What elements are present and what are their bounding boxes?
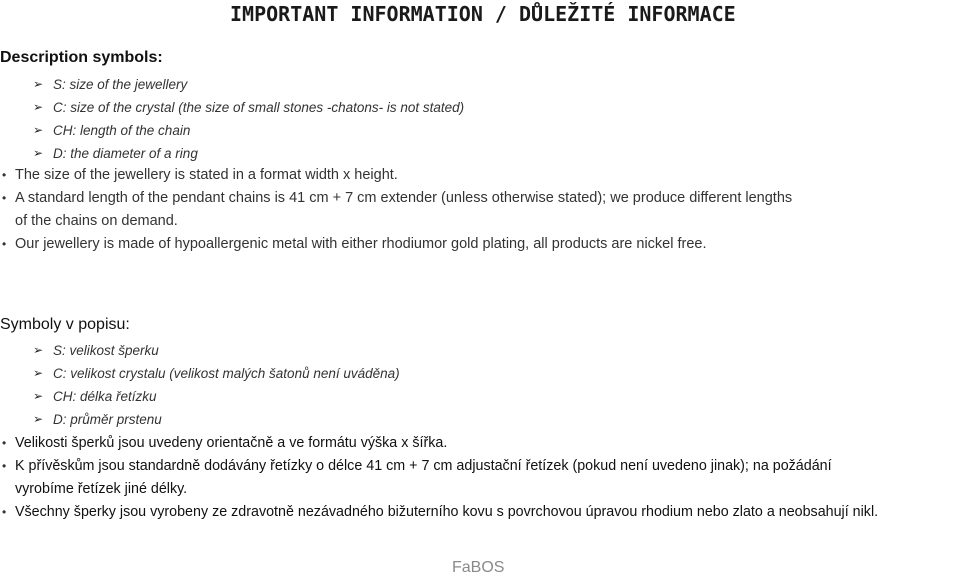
list-item — [0, 187, 960, 210]
list-item — [33, 119, 464, 142]
symbol-text: C: velikost crystalu (velikost malých šatonů není uváděna) — [53, 366, 400, 381]
symbol-list-english — [33, 73, 464, 165]
list-item — [33, 339, 400, 362]
symbol-text: D: průměr prstenu — [53, 412, 162, 427]
arrow-bullet-icon: ➢ — [33, 146, 44, 160]
info-text: K přívěskům jsou standardně dodávány řetízky o délce 41 cm + 7 cm adjustační řetízek (pokud není uvedeno jinak); na požádání — [15, 458, 832, 474]
list-item-continuation — [0, 210, 960, 233]
arrow-bullet-icon: ➢ — [33, 366, 44, 380]
info-text: A standard length of the pendant chains is 41 cm + 7 cm extender (unless otherwise stated); we produce different lengths — [15, 190, 793, 206]
bullet-dot-icon: • — [2, 436, 7, 450]
symbol-text: CH: length of the chain — [53, 123, 191, 138]
symbol-list-czech — [33, 339, 400, 431]
bullet-dot-icon: • — [2, 168, 7, 182]
arrow-bullet-icon: ➢ — [33, 123, 44, 137]
list-item — [33, 73, 464, 96]
info-text: vyrobíme řetízek jiné délky. — [15, 481, 188, 497]
list-item — [33, 408, 400, 431]
symbol-text: D: the diameter of a ring — [53, 146, 198, 161]
symbol-text: S: size of the jewellery — [53, 77, 188, 92]
list-item-continuation — [0, 478, 960, 501]
arrow-bullet-icon: ➢ — [33, 77, 44, 91]
list-item — [0, 501, 960, 524]
section-heading-czech: Symboly v popisu: — [0, 316, 130, 333]
list-item — [33, 385, 400, 408]
list-item — [0, 455, 960, 478]
info-list-english — [0, 164, 960, 256]
info-text: of the chains on demand. — [15, 213, 178, 229]
bullet-dot-icon: • — [2, 191, 7, 205]
arrow-bullet-icon: ➢ — [33, 389, 44, 403]
info-text: Velikosti šperků jsou uvedeny orientačně a ve formátu výška x šířka. — [15, 435, 448, 451]
symbol-text: CH: délka řetízku — [53, 389, 157, 404]
list-item — [0, 164, 960, 187]
info-text: Our jewellery is made of hypoallergenic metal with either rhodiumor gold plating, all products are nickel free. — [15, 236, 707, 252]
list-item — [0, 233, 960, 256]
arrow-bullet-icon: ➢ — [33, 343, 44, 357]
bullet-dot-icon: • — [2, 459, 7, 473]
symbol-text: C: size of the crystal (the size of small stones -chatons- is not stated) — [53, 100, 465, 115]
list-item — [33, 142, 464, 165]
arrow-bullet-icon: ➢ — [33, 100, 44, 114]
arrow-bullet-icon: ➢ — [33, 412, 44, 426]
list-item — [33, 362, 400, 385]
section-heading-english: Description symbols: — [0, 49, 163, 66]
symbol-text: S: velikost šperku — [53, 343, 159, 358]
info-text: The size of the jewellery is stated in a format width x height. — [15, 167, 398, 183]
info-text: Všechny šperky jsou vyrobeny ze zdravotně nezávadného bižuterního kovu s povrchovou úpravou rhodium nebo zlato a neobsahují nikl. — [15, 504, 879, 520]
bullet-dot-icon: • — [2, 505, 7, 519]
info-list-czech — [0, 432, 960, 524]
bullet-dot-icon: • — [2, 237, 7, 251]
page-title: IMPORTANT INFORMATION / DŮLEŽITÉ INFORMACE — [230, 2, 736, 26]
list-item — [33, 96, 464, 119]
list-item — [0, 432, 960, 455]
footer-brand: FaBOS — [452, 559, 505, 576]
